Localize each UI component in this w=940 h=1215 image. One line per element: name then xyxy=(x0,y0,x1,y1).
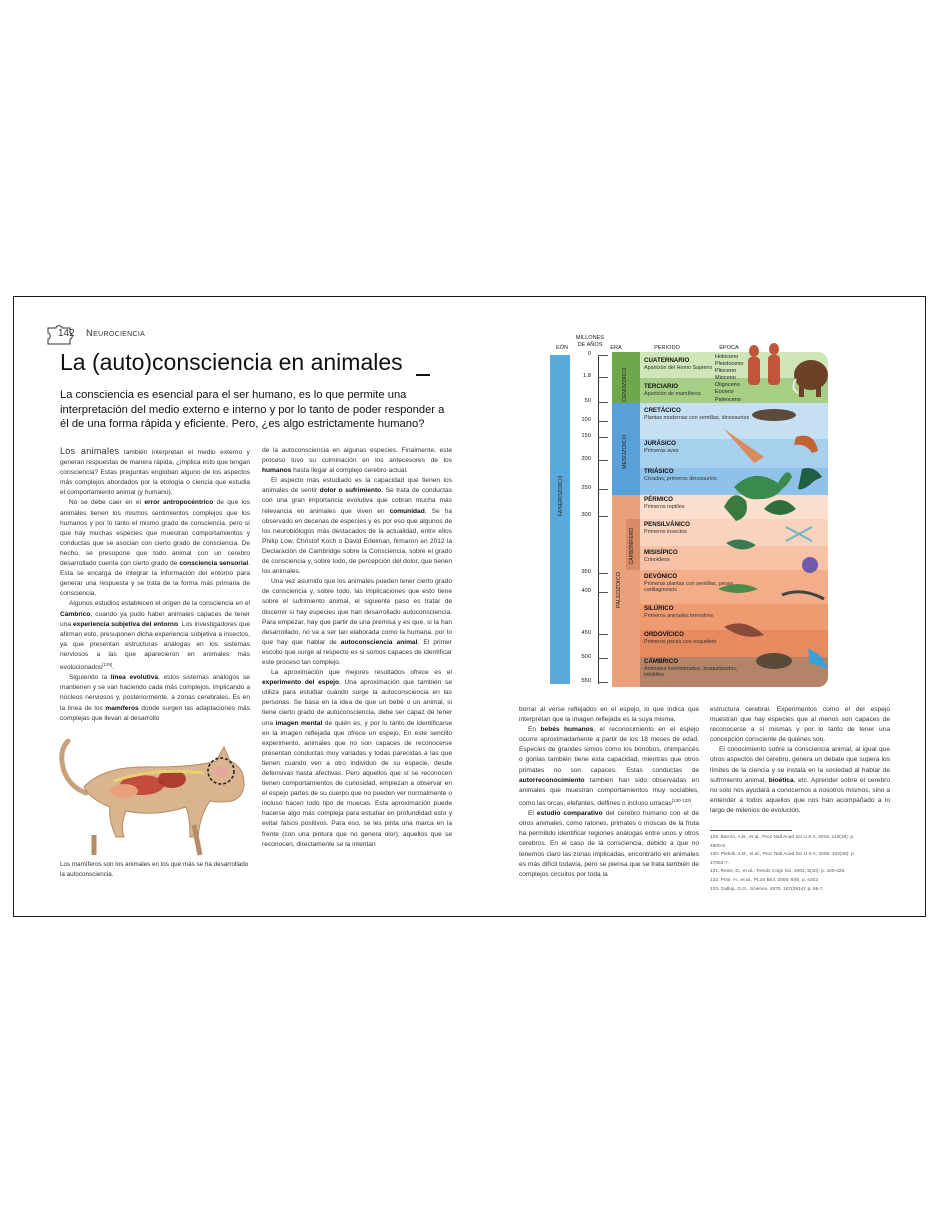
period-name: CRETÁCICO xyxy=(644,407,681,414)
period-name: ORDOVÍCICO xyxy=(644,631,684,638)
early-mammal-icon xyxy=(752,409,796,421)
period-item xyxy=(644,605,754,619)
period-item xyxy=(644,383,754,397)
period-item xyxy=(644,658,754,679)
period-name: PÉRMICO xyxy=(644,496,673,503)
period-name: TERCIARIO xyxy=(644,383,679,390)
invertebrate-icon xyxy=(808,649,828,669)
tick-mark xyxy=(598,402,608,403)
period-name: PENSILVÁNICO xyxy=(644,521,690,528)
timeline-header-eon: EÓN xyxy=(555,345,569,351)
eon-label: FANEROZOICO xyxy=(558,475,564,517)
magazine-spread xyxy=(13,296,926,917)
paragraph: Siguiendo la línea evolutiva, estos sistemas análogos se mantienen y se van haciendo cada más complejos, implicando a núcleos nerviosos y, posteriormente, a zonas cerebrales. Es en la línea de los mamíferos donde surgen las adaptaciones más complejas que llevan al desarrollo xyxy=(60,674,250,722)
tick-mark xyxy=(598,634,608,635)
epoch-item: Mioceno xyxy=(715,375,736,382)
section-name: Neurociencia xyxy=(86,328,146,339)
period-description: Plantas modernas con semillas, dinosaurios xyxy=(644,414,750,421)
article-column-2 xyxy=(262,446,452,850)
period-description: Primeros peces con esqueleto xyxy=(644,638,717,645)
period-description: Cícadas, primeros dinosaurios xyxy=(644,475,717,482)
period-description: Animales invertebrados, braquiópodos, trilobites xyxy=(644,665,738,679)
timeline-header-epoch: ÉPOCA xyxy=(719,345,739,351)
footnote: 131. Reiss, D., et al., Trends Cogn Sci, 2001. 5(10): p. 420-425. xyxy=(710,869,846,875)
tick-label: 1,8 xyxy=(582,373,591,379)
period-item xyxy=(644,521,754,535)
epoch-item: Plioceno xyxy=(715,368,737,375)
tick-label: 350 xyxy=(581,569,591,575)
image-caption: Los mamíferos son los animales en los que más se ha desarrollado la autoconsciencia. xyxy=(60,861,249,878)
article-column-1 xyxy=(60,446,250,724)
tick-label: 500 xyxy=(581,654,591,660)
tick-label: 100 xyxy=(581,417,591,423)
mammoth-icon xyxy=(793,360,828,397)
tick-mark xyxy=(598,682,608,683)
period-name: TRIÁSICO xyxy=(644,468,674,475)
period-description: Primeras plantas con semillas, peces cartilaginosos xyxy=(644,580,733,594)
period-description: Aparición del Homo Sapiens xyxy=(644,364,713,371)
paragraph: En bebés humanos, el reconocimiento en el espejo ocurre aproximadamente a partir de los 18 meses de edad. Especies de grandes simios como los bonobos, chimpancés o gorilas también tiene esta capacidad, mientras que otros primates no son capaces. Estas conductas de autorreconocimiento también han sido observadas en animales que muestran comportamientos muy sociables, como las orcas, elefantes, delfines o incluso urracas[130-133]. xyxy=(519,726,699,808)
dragonfly-icon xyxy=(786,527,812,541)
epoch-item: Paleoceno xyxy=(715,396,741,403)
period-item xyxy=(644,496,754,510)
period-name: SILÚRICO xyxy=(644,605,674,612)
footnote-rule xyxy=(710,830,792,831)
tick-label: 450 xyxy=(581,630,591,636)
tick-mark xyxy=(598,658,608,659)
period-name: MISISÍPICO xyxy=(644,549,678,556)
tick-label: 400 xyxy=(581,588,591,594)
epoch-item: Pleistoceno xyxy=(715,361,744,368)
subera-label-carboniferous: CARBONÍFERO xyxy=(629,527,635,565)
period-item xyxy=(644,407,754,421)
tick-mark xyxy=(598,516,608,517)
footnote: 133. Gallup, G.G., Science, 1970. 167(3914): p. 86-7. xyxy=(710,886,824,892)
era-label-paleozoic: PALEOZOICO xyxy=(616,572,622,608)
tick-mark xyxy=(598,573,608,574)
article-column-4 xyxy=(710,705,890,816)
tick-mark xyxy=(598,355,608,356)
tick-mark xyxy=(598,377,608,378)
period-description: Primeros reptiles xyxy=(644,503,685,510)
period-item xyxy=(644,631,754,645)
period-name: CUATERNARIO xyxy=(644,357,690,364)
tick-mark xyxy=(598,592,608,593)
dimetrodon-icon xyxy=(764,500,796,515)
tick-mark xyxy=(598,437,608,438)
paragraph: El estudio comparativo del cerebro humano con el de otros animales, como ratones, primates o moscas de la fruta ha permitido identificar regiones análogas entre unos y otros cerebros. En el caso de la consciencia, debido a que no tenemos claro las zonas implicadas, encontrarlo en animales es más difícil todavía, pero se piensa que se trata también de complejos circuitos por toda la xyxy=(519,810,699,878)
footnote: 132. Prior, H., et al., PLoS Biol, 2008. 6(8): p. e202. xyxy=(710,877,820,883)
era-label-cenozoic: CENOZOICO xyxy=(622,368,628,402)
period-item xyxy=(644,573,754,594)
title-underline xyxy=(416,374,430,376)
period-description: Primeros insectos xyxy=(644,528,687,535)
paragraph: La aproximación que mejores resultados ofrece es el experimento del espejo. Una aproximación que también se utiliza para estudiar cuándo surge la autoconsciencia en las personas. Se basa en la idea de que un bebé o un animal, si tiene cierto grado de autoconsciencia, debe ser capaz de tener una imagen mental de quién es, y por lo tanto de identificarse en la imagen reflejada que ofrece un espejo. En este sencillo experimento, animales que no son capaces de reconocerse presentan conductas muy variadas y todas parecidas a las que tienen cuando ven a otro individuo de su especie, desde defensivas hasta afectivas. Pero aquellos que sí se reconocen tienen comportamientos de curiosidad, empiezan a observar en el espejo partes de su cuerpo que no pueden ver normalmente o incluso hacen todo tipo de muecas. Esta aproximación puede hacerse algo más compleja para estudiar en profundidad esto y evitar falsos positivos. Para eso, se les pinta una marca en la frente (con una pintura que no genera olor); aquellos que se reconocen, directamente se la intentan xyxy=(262,669,452,848)
trilobite-icon xyxy=(756,653,792,669)
timeline-header-millions: MILLONES DE AÑOS xyxy=(575,335,605,348)
paragraph: El aspecto más estudiado es la capacidad que tienen los animales de sentir dolor o sufrimiento. Se trata de conductas con una gran importancia evolutiva que cobran mucha más relevancia en animales que viven en comunidad. Se ha observado en decenas de especies y es por eso que algunos de los neurobiólogos más destacados de la actualidad, entre ellos Philip Low, Christof Koch o David Edelman, firmaron en 2012 la Declaración de Cambridge sobre la Consciencia, sobre el grado de consciencia y, sobre todo, de percepción del dolor, que tienen los animales. xyxy=(262,477,453,576)
dropcap-text: Los animales xyxy=(60,446,120,456)
epoch-item: Oligoceno xyxy=(715,382,740,389)
paragraph: Una vez asumido que los animales pueden tener cierto grado de consciencia y, sobre todo, las implicaciones que esto tiene sobre el sufrimiento animal, el siguiente paso es tratar de discernir si hay especies que han desarrollado autoconsciencia. Para empezar, hay que partir de una premisa y es que, si la han desarrollado, no va a ser tan elaborada como la humana, por lo que hay que hablar de autoconsciencia animal. El primer escollo que surge al respecto es si somos capaces de identificar este proceso tan complejo. xyxy=(262,578,453,666)
tick-label: 150 xyxy=(581,433,591,439)
page-title: La (auto)consciencia en animales xyxy=(60,349,403,375)
footnote: 129. Barron, A.B., et al., Proc Natl Acad Sci U S A, 2016. 113(18): p. 4900-8. xyxy=(710,835,855,849)
tick-label: 0 xyxy=(587,351,591,357)
period-name: JURÁSICO xyxy=(644,440,676,447)
paragraph: Algunos estudios establecen el origen de la consciencia en el Cámbrico, cuando ya pudo haber animales capaces de tener una experiencia subjetiva del entorno. Los investigadores que afirman esto, presuponen dicha experiencia subjetiva a insectos, ya que presentan estructuras análogas en los sistemas nerviosos a las que aparecieron en animales más evolucionados[129]. xyxy=(60,600,250,672)
paragraph: de la autoconsciencia en algunas especies. Finalmente, este proceso tuvo su culminación en los antecesores de los humanos hasta llegar al complejo cerebro actual. xyxy=(262,447,452,475)
tick-label: 50 xyxy=(584,398,591,404)
tick-mark xyxy=(598,421,608,422)
epoch-item: Holoceno xyxy=(715,354,739,360)
tick-mark xyxy=(598,489,608,490)
epoch-item: Eoceno xyxy=(715,389,734,396)
period-description: Primeras aves xyxy=(644,447,679,454)
tick-label: 200 xyxy=(581,456,591,462)
period-item xyxy=(644,357,754,371)
cat-anatomy-illustration xyxy=(54,727,254,857)
period-description: Aparición de mamíferos xyxy=(644,390,701,397)
tick-mark xyxy=(598,460,608,461)
timeline-header-era: ERA xyxy=(610,345,622,351)
tick-label: 250 xyxy=(581,485,591,491)
timeline-header-period: PERIODO xyxy=(654,345,680,351)
theropod-icon xyxy=(798,468,822,489)
tick-label: 300 xyxy=(581,512,591,518)
crinoid-icon xyxy=(802,557,818,573)
period-item xyxy=(644,440,754,454)
article-column-3 xyxy=(519,705,699,880)
period-name: CÁMBRICO xyxy=(644,658,679,665)
page-number: 142 xyxy=(58,328,75,339)
tick-label: 550 xyxy=(581,678,591,684)
period-description: Primeros animales terrestres xyxy=(644,612,713,619)
paragraph: No se debe caer en el error antropocéntrico de que los animales tienen los mismos sentimientos complejos que los humanos y por lo tanto el mismo grado de consciencia, pero sí que hay muchas especies que muestran comportamientos y conductas que se asocian con cierto grado de consciencia. De hecho, se presupone que todo animal con un cerebro desarrollado cuenta con cierto grado de consciencia sensorial. Esta se encarga de integrar la información del entorno para generar una respuesta y se trata de la forma más primaria de consciencia. xyxy=(60,499,250,598)
page-subtitle: La consciencia es esencial para el ser humano, es lo que permite una interpretación del medio externo e interno y por lo tanto de poder responder a él de una forma rápida y eficiente. Pero, ¿es algo estrictamente humano? xyxy=(60,389,445,430)
era-label-mesozoic: MESOZOICO xyxy=(622,434,628,470)
footnote: 130. Plotnik, J.M., et al., Proc Natl Acad Sci U S A, 2006. 103(45): p. 17053-7. xyxy=(710,852,856,866)
period-item xyxy=(644,468,754,482)
paragraph: El conocimiento sobre la consciencia animal, al igual que otros aspectos del cerebro, genera un debate que supera los límites de la ciencia y se instala en la sociedad al hablar de sufrimiento animal, bioética, etc. Aprender sobre el cerebro no solo nos ayudará a conocernos a nosotros mismos, sino a entender a todos aquellos que nos han acompañado a lo largo de milenios de evolución. xyxy=(710,746,890,814)
period-item xyxy=(644,549,754,563)
paragraph: estructura cerebral. Experimentos como el del espejo muestran que hay especies que al menos son capaces de reconocerse a sí mismas y por lo tanto de tener una concepción consciente de quiénes son. xyxy=(710,706,890,744)
sea-scorpion-icon xyxy=(782,592,824,599)
period-description: Crinoideos xyxy=(644,556,670,563)
footnotes xyxy=(710,834,860,894)
paragraph: borrar al verse reflejados en el espejo, lo que indica que interpretan que la imagen reflejada es la suya misma. xyxy=(519,706,699,724)
paragraph: Los animales también interpretan el medio externo y generan respuestas de manera rápida, ¿implica esto que tengan consciencia? Estas preguntas engloban alguno de los aspectos más complejos abordados por la etología o ciencia que estudia el comportamiento animal (y humano). xyxy=(60,446,250,497)
pterosaur-icon xyxy=(794,436,818,453)
period-name: DEVÓNICO xyxy=(644,573,678,580)
